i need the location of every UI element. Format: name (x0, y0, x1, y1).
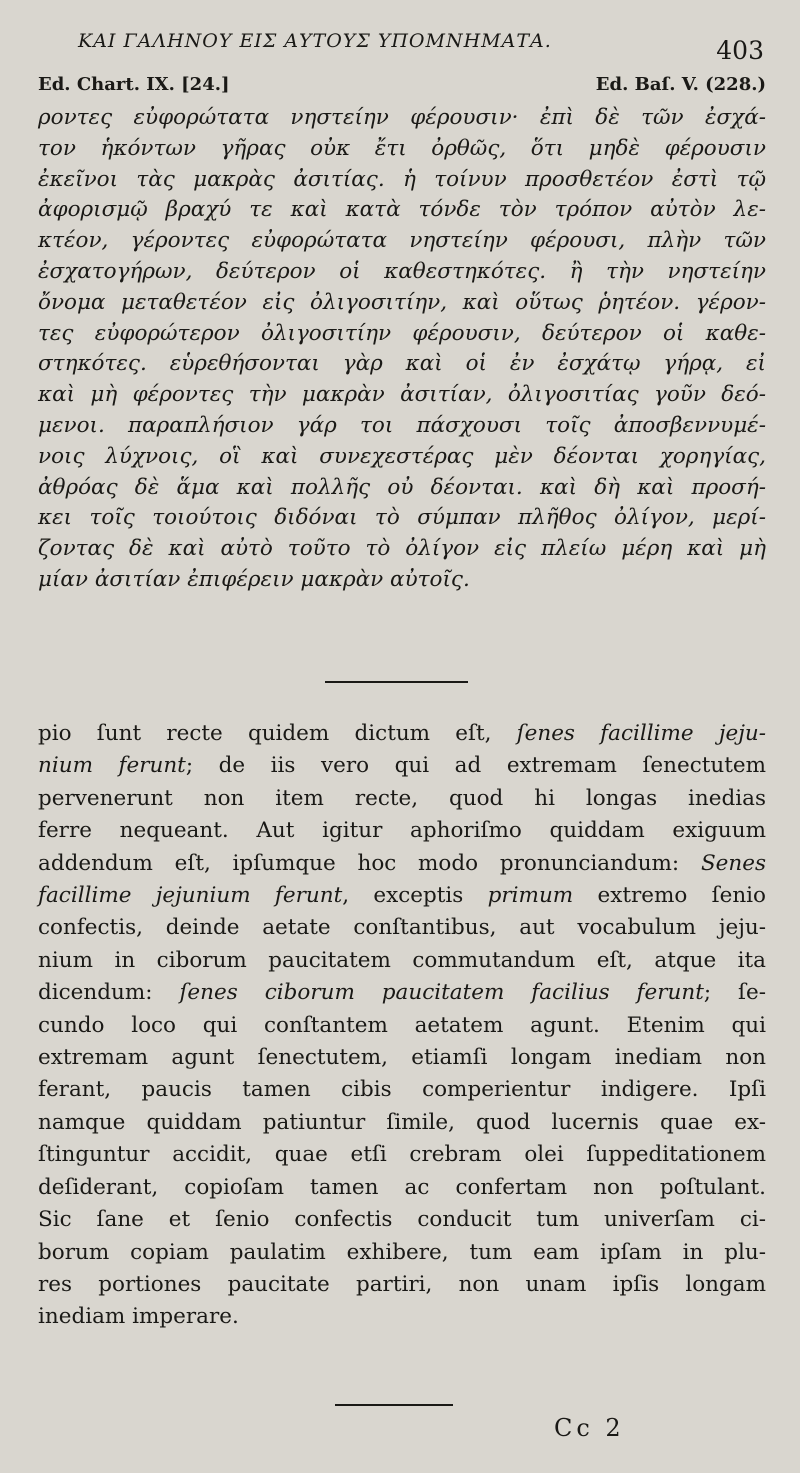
latin-segment: dicendum: (38, 980, 180, 1006)
latin-line (38, 1107, 766, 1139)
latin-line (38, 783, 766, 815)
latin-segment: ; ſe- (703, 980, 767, 1006)
greek-line: ἐσχατογήρων, δεύτερον οἱ καθεστηκότες. ἢ τὴν νηστείην (38, 258, 766, 284)
greek-line: τον ἡκόντων γῆρας οὐκ ἔτι ὀρθῶς, ὅτι μηδὲ φέρουσιν (38, 135, 766, 161)
latin-segment: ; de iis vero qui ad extremam ſenectutem (185, 753, 766, 779)
latin-line (38, 1301, 766, 1333)
running-head: ΚΑΙ ΓΑΛΗΝΟΥ ΕΙΣ ΑΥΤΟΥΣ ΥΠΟΜΝΗΜΑΤΑ. (78, 30, 552, 52)
edition-basel: Ed. Baſ. V. (228.) (595, 74, 766, 95)
edition-line (38, 74, 766, 95)
latin-italic-segment: ſenes facillime jeju- (516, 721, 766, 746)
greek-line: ἀφορισμῷ βραχύ τε καὶ κατὰ τόνδε τὸν τρόπον αὐτὸν λε- (38, 197, 766, 223)
latin-line (38, 1172, 766, 1204)
latin-line (38, 945, 766, 977)
latin-line (38, 1237, 766, 1269)
latin-line (38, 750, 766, 782)
latin-segment: ferre nequeant. Aut igitur aphoriſmo quiddam exiguum (38, 818, 766, 844)
latin-italic-segment: Senes (700, 850, 766, 876)
latin-segment: confectis, deinde aetate conſtantibus, aut vocabulum jeju- (38, 915, 766, 941)
latin-segment: Sic ſane et ſenio confectis conducit tum univerſam ci- (38, 1207, 766, 1233)
latin-line (38, 848, 766, 880)
greek-line: μίαν ἀσιτίαν ἐπιφέρειν μακρὰν αὐτοῖς. (38, 566, 470, 592)
latin-line (38, 1204, 766, 1236)
latin-line (38, 815, 766, 847)
footer-divider (335, 1404, 453, 1406)
latin-segment: addendum eſt, ipſumque hoc modo pronunciandum: (38, 850, 701, 876)
signature-mark: Cc 2 (554, 1414, 625, 1442)
latin-italic-segment: primum (487, 883, 574, 909)
latin-line (38, 1010, 766, 1042)
latin-segment: ſtinguntur accidit, quae etſi crebram olei ſuppeditationem (38, 1142, 766, 1168)
latin-segment: extremam agunt ſenectutem, etiamſi longam inediam non (38, 1045, 766, 1071)
latin-line (38, 1074, 766, 1106)
latin-segment: namque quiddam patiuntur ſimile, quod lucernis quae ex- (38, 1109, 766, 1135)
latin-segment: borum copiam paulatim exhibere, tum eam ipſam in plu- (38, 1239, 766, 1265)
greek-line: ὄνομα μεταθετέον εἰς ὀλιγοσιτίην, καὶ οὕτως ῥητέον. γέρον- (38, 289, 766, 315)
greek-line: μενοι. παραπλήσιον γάρ τοι πάσχουσι τοῖς ἀποσβεννυμέ- (38, 412, 766, 438)
latin-segment: pio ſunt recte quidem dictum eſt, (38, 721, 517, 746)
greek-line: καὶ μὴ φέροντες τὴν μακρὰν ἀσιτίαν, ὀλιγοσιτίας γοῦν δεό- (38, 382, 766, 408)
greek-line: ζοντας δὲ καὶ αὐτὸ τοῦτο τὸ ὀλίγον εἰς πλείω μέρη καὶ μὴ (38, 536, 766, 562)
greek-line: ἀθρόας δὲ ἅμα καὶ πολλῆς οὐ δέονται. καὶ δὴ καὶ προσή- (38, 474, 766, 500)
greek-line: τες εὐφορώτερον ὀλιγοσιτίην φέρουσιν, δεύτερον οἱ καθε- (38, 320, 766, 346)
latin-segment: cundo loco qui conſtantem aetatem agunt. Etenim qui (38, 1012, 766, 1038)
latin-line (38, 1042, 766, 1074)
latin-segment: res portiones paucitate partiri, non unam ipſis longam (38, 1271, 766, 1297)
greek-line: κει τοῖς τοιούτοις διδόναι τὸ σύμπαν πλῆθος ὀλίγον, μερί- (38, 505, 766, 531)
latin-line (38, 1139, 766, 1171)
greek-text-block (38, 103, 766, 596)
latin-italic-segment: nium ferunt (38, 753, 186, 779)
latin-line (38, 718, 766, 750)
latin-segment: pervenerunt non item recte, quod hi longas inedias (38, 785, 766, 811)
latin-line (38, 880, 766, 912)
latin-italic-segment: ſenes ciborum paucitatem facilius ferunt (179, 980, 704, 1006)
greek-line: κτέον, γέροντες εὐφορώτατα νηστείην φέρουσι, πλὴν τῶν (38, 228, 766, 254)
greek-line: νοις λύχνοις, οἳ καὶ συνεχεστέρας μὲν δέονται χορηγίας, (38, 443, 766, 469)
latin-segment: ferant, paucis tamen cibis comperientur indigere. Ipſi (38, 1077, 766, 1103)
latin-segment: inediam imperare. (38, 1304, 239, 1330)
greek-line: στηκότες. εὑρεθήσονται γὰρ καὶ οἱ ἐν ἐσχάτῳ γήρᾳ, εἰ (38, 351, 766, 377)
latin-line (38, 1269, 766, 1301)
edition-chartier: Ed. Chart. IX. [24.] (38, 74, 230, 95)
page-number: 403 (716, 36, 764, 65)
latin-segment: nium in ciborum paucitatem commutandum eſt, atque ita (38, 947, 766, 973)
latin-line (38, 977, 766, 1009)
latin-italic-segment: facillime jejunium ferunt (38, 883, 343, 909)
latin-segment: extremo ſenio (573, 883, 766, 909)
greek-line: ροντες εὐφορώτατα νηστείην φέρουσιν· ἐπὶ δὲ τῶν ἐσχά- (38, 105, 766, 130)
latin-segment: , exceptis (342, 883, 488, 909)
greek-line: ἐκεῖνοι τὰς μακρὰς ἀσιτίας. ἡ τοίνυν προσθετέον ἐστὶ τῷ (38, 166, 766, 192)
latin-text-block (38, 718, 766, 1334)
latin-line (38, 912, 766, 944)
latin-segment: deſiderant, copioſam tamen ac confertam non poſtulant. (38, 1174, 766, 1200)
section-divider (325, 681, 468, 683)
